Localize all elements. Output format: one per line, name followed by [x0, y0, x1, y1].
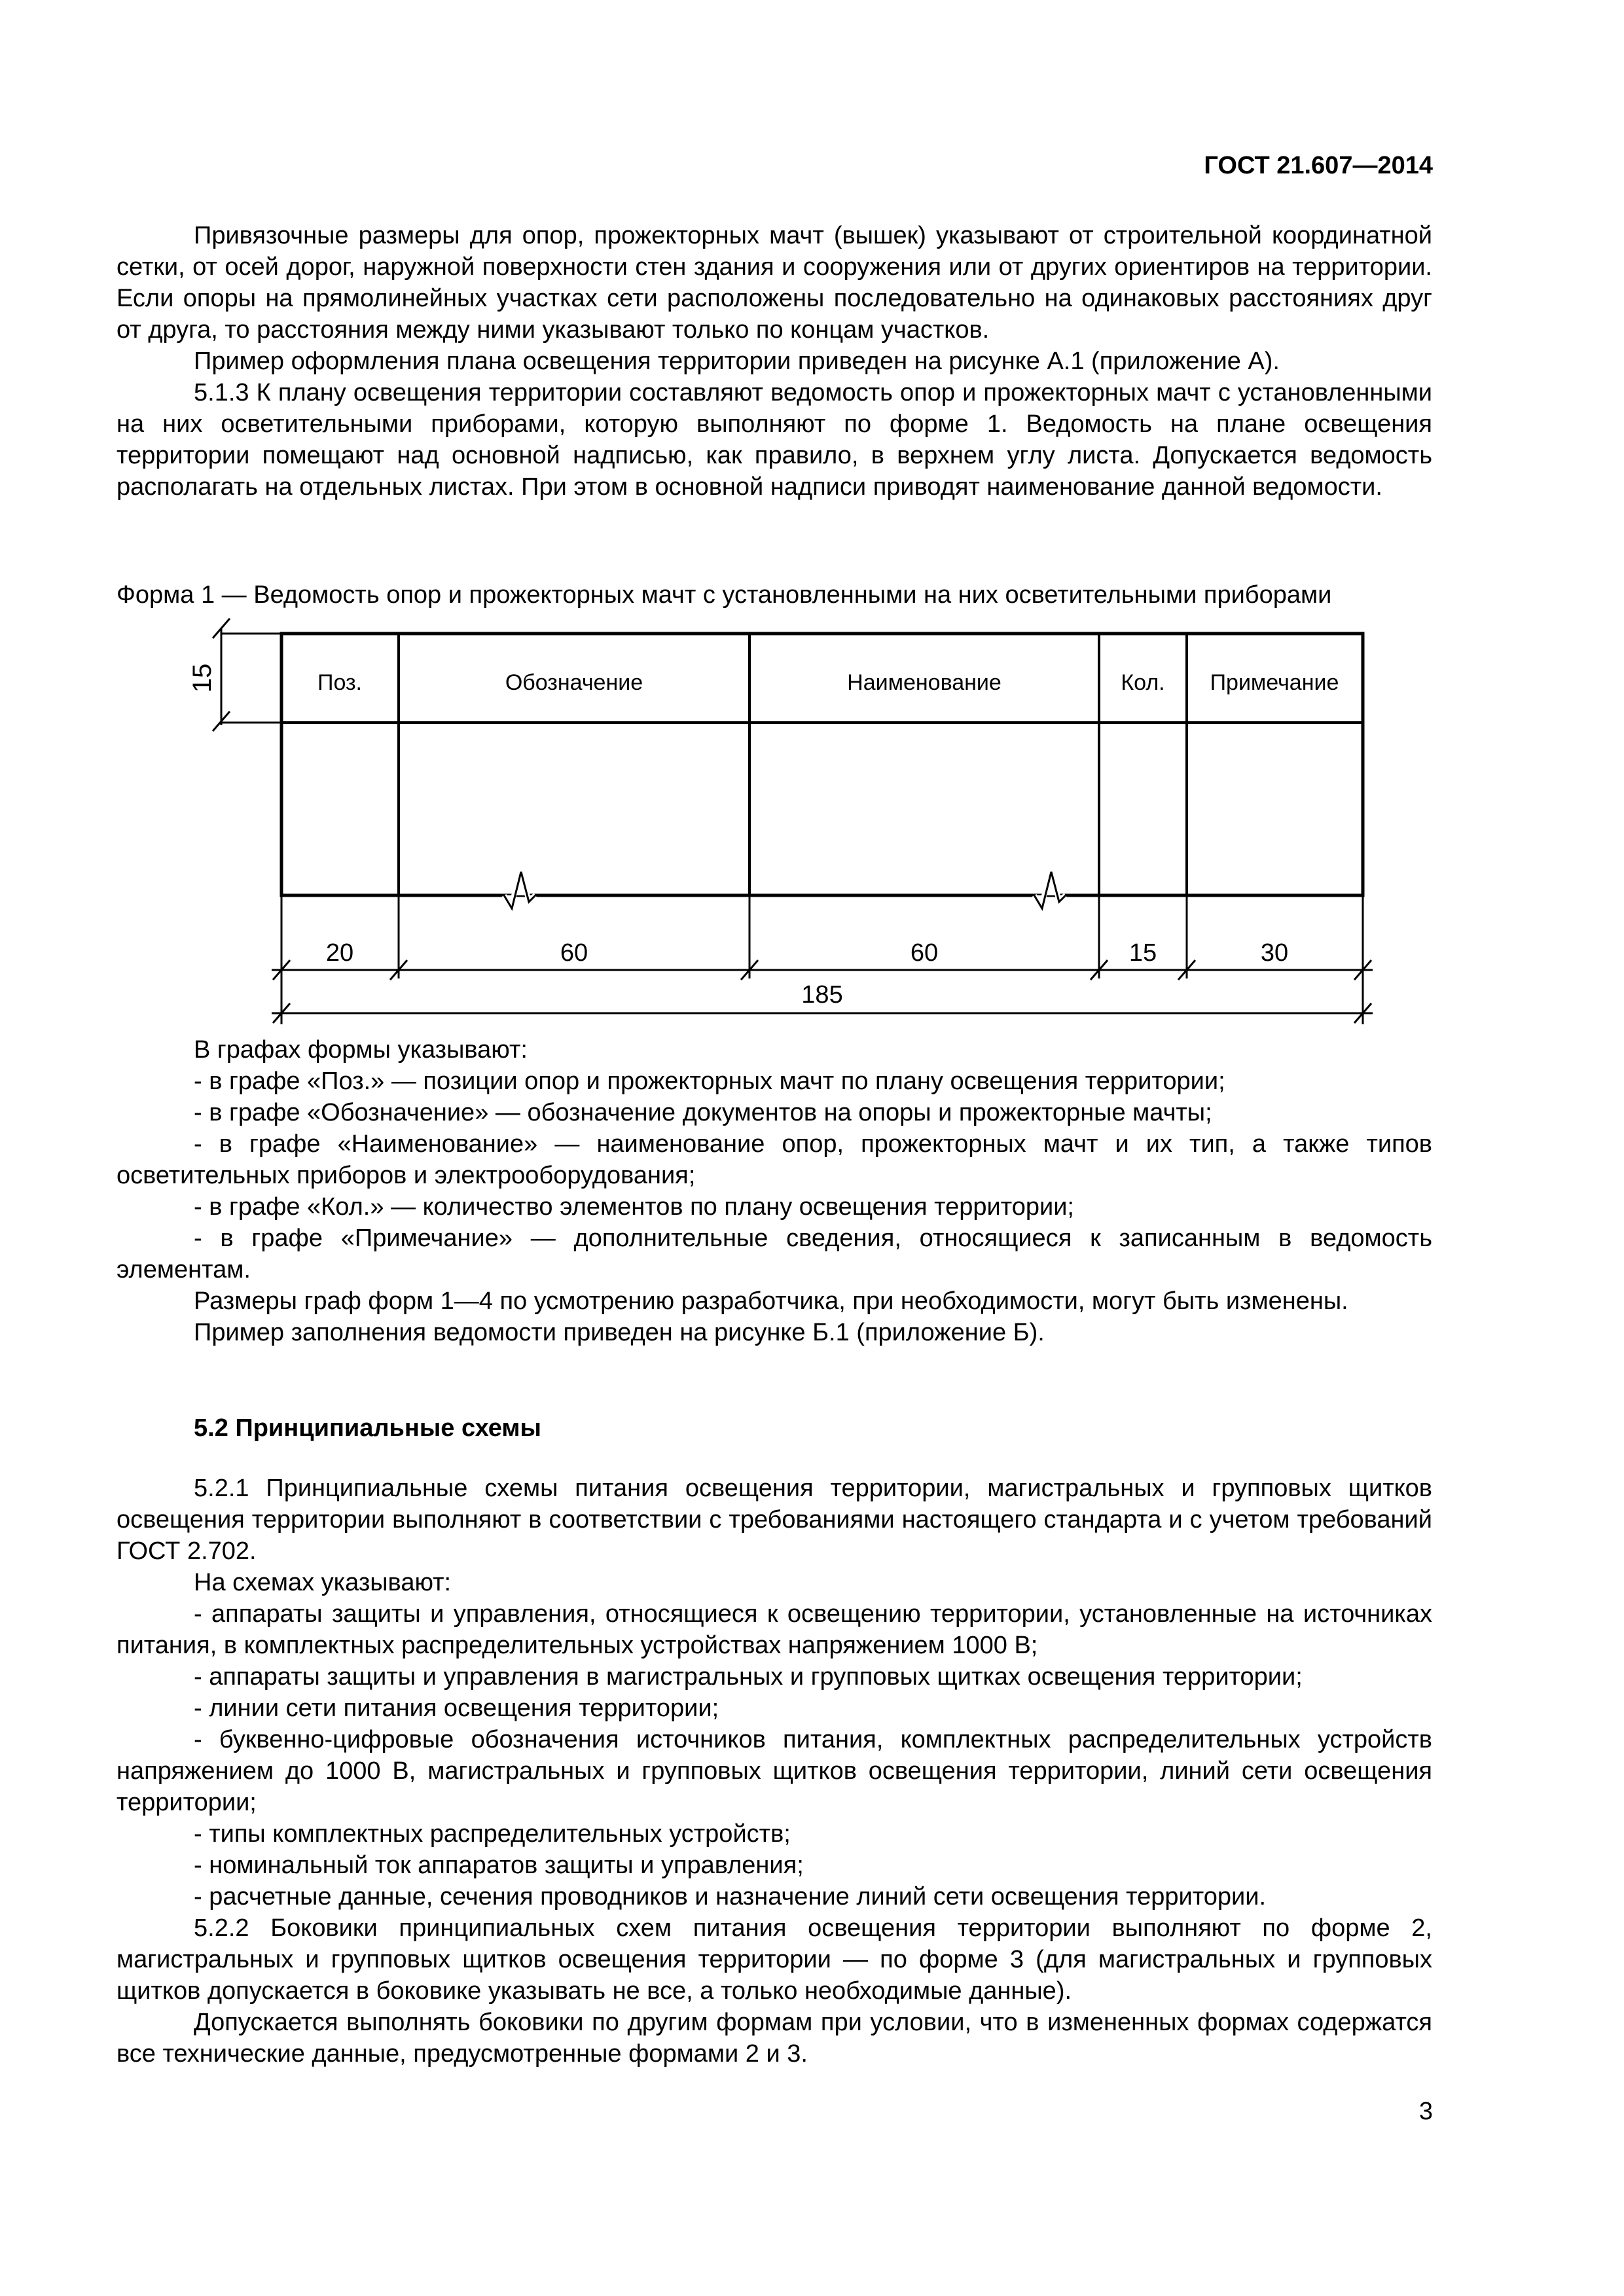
total-width-label: 185 [801, 981, 843, 1009]
width-label-name: 60 [910, 939, 939, 967]
scheme-item: - буквенно-цифровые обозначения источников питания, комплектных распределительных устройств напряжением до 1000 В, магистральных и групповых щитков освещения территории, линий сети освещения территории; [117, 1726, 1432, 1816]
paragraph-5-2-2: 5.2.2 Боковики принципиальных схем питания освещения территории выполняют по форме 2, магистральных и групповых щитков освещения территории — по форме 3 (для магистральных и групповых щитков допускается в боковике указывать не все, а только необходимые данные). [117, 1914, 1432, 2005]
paragraph-sizes-note: Размеры граф форм 1—4 по усмотрению разработчика, при необходимости, могут быть изменены. [194, 1287, 1348, 1315]
header-height-label: 15 [188, 663, 217, 693]
form1-table-frame [281, 634, 1363, 895]
paragraph-bindings: Привязочные размеры для опор, прожекторных мачт (вышек) указывают от строительной координатной сетки, от осей дорог, наружной поверхности стен здания и сооружения или от других ориентиров на территории. Если опоры на прямолинейных участках сети расположены последовательно на одинаковых расстояниях друг от друга, то расстояния между ними указывают только по концам участков. [117, 222, 1432, 344]
page-number: 3 [1418, 2098, 1433, 2125]
column-header-note: Примечание [1210, 670, 1339, 695]
width-label-pos: 20 [325, 939, 354, 967]
scheme-item: - типы комплектных распределительных устройств; [194, 1820, 791, 1848]
scheme-item: - линии сети питания освещения территории; [194, 1695, 719, 1722]
form1-diagram [0, 0, 1624, 1060]
paragraph-example-fill: Пример заполнения ведомости приведен на рисунке Б.1 (приложение Б). [194, 1319, 1045, 1346]
scheme-item: - аппараты защиты и управления, относящиеся к освещению территории, установленные на источниках питания, в комплектных распределительных устройствах напряжением 1000 В; [117, 1600, 1432, 1659]
scheme-item: - номинальный ток аппаратов защиты и управления; [194, 1852, 804, 1879]
form1-caption: Форма 1 — Ведомость опор и прожекторных мачт с установленными на них осветительными приборами [117, 581, 1332, 609]
column-item: - в графе «Наименование» — наименование опор, прожекторных мачт и их тип, а также типов осветительных приборов и электрооборудования; [117, 1130, 1432, 1189]
columns-description [117, 1034, 1432, 1348]
header-height-dimension [213, 619, 281, 731]
column-item: - в графе «Примечание» — дополнительные сведения, относящиеся к записанным в ведомость элементам. [117, 1225, 1432, 1283]
document-code: ГОСТ 21.607—2014 [1204, 152, 1433, 179]
paragraph-5-1-3: 5.1.3 К плану освещения территории составляют ведомость опор и прожекторных мачт с установленными на них осветительными приборами, которую выполняют по форме 1. Ведомость на плане освещения территории помещают над основной надписью, как правило, в верхнем углу листа. Допускается ведомость располагать на отдельных листах. При этом в основной надписи приводят наименование данной ведомости. [117, 379, 1432, 501]
columns-intro: В графах формы указывают: [194, 1036, 528, 1064]
scheme-item: - аппараты защиты и управления в магистральных и групповых щитках освещения территории; [194, 1663, 1303, 1691]
column-item: - в графе «Обозначение» — обозначение документов на опоры и прожекторные мачты; [194, 1099, 1212, 1126]
schemes-intro: На схемах указывают: [194, 1569, 452, 1596]
scheme-item: - расчетные данные, сечения проводников и назначение линий сети освещения территории. [194, 1883, 1267, 1910]
paragraph-alt-forms: Допускается выполнять боковики по другим формам при условии, что в измененных формах содержатся все технические данные, предусмотренные формами 2 и 3. [117, 2009, 1432, 2068]
column-item: - в графе «Кол.» — количество элементов по плану освещения территории; [194, 1193, 1074, 1221]
column-header-pos: Поз. [317, 670, 362, 695]
width-label-note: 30 [1260, 939, 1289, 967]
section-5-2 [117, 1412, 1432, 1444]
section-heading: 5.2 Принципиальные схемы [194, 1414, 541, 1442]
column-header-designation: Обозначение [505, 670, 643, 695]
section-5-2-body [117, 1473, 1432, 2070]
paragraph-5-2-1: 5.2.1 Принципиальные схемы питания освещения территории, магистральных и групповых щитков освещения территории выполняют в соответствии с требованиями настоящего стандарта и с учетом требований ГОСТ 2.702. [117, 1475, 1432, 1565]
break-line-marks [504, 872, 1066, 908]
width-label-qty: 15 [1128, 939, 1157, 967]
paragraph-example-ref: Пример оформления плана освещения территории приведен на рисунке А.1 (приложение А). [194, 348, 1280, 375]
column-header-name: Наименование [847, 670, 1001, 695]
column-header-qty: Кол. [1121, 670, 1165, 695]
width-label-designation: 60 [560, 939, 588, 967]
column-item: - в графе «Поз.» — позиции опор и прожекторных мачт по плану освещения территории; [194, 1067, 1225, 1095]
